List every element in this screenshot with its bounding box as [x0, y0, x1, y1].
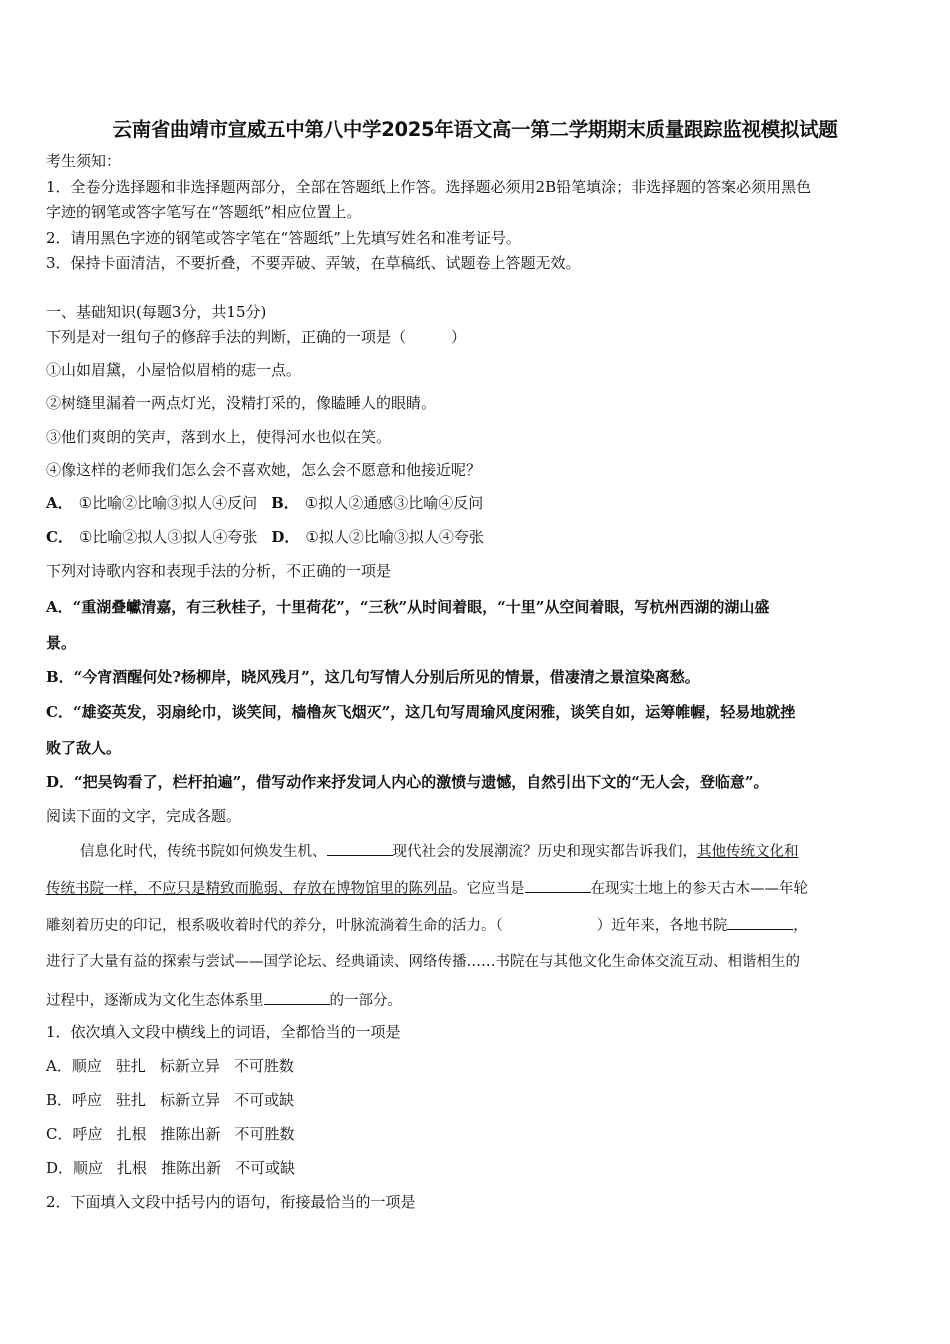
q1-option-c[interactable]	[46, 528, 257, 546]
option-label: D．	[271, 528, 300, 546]
passage-text: 的一部分。	[329, 993, 402, 1009]
word: 呼应	[72, 1091, 103, 1109]
q1-options-row-1	[46, 493, 483, 513]
underlined-sentence: 传统书院一样，不应只是精致而脆弱、存放在博物馆里的陈列品	[46, 881, 452, 897]
sub1-option-b[interactable]	[46, 1090, 294, 1110]
option-text: ①拟人②通感③比喻④反问	[304, 494, 484, 512]
passage-line-4: 进行了大量有益的探索与尝试——国学论坛、经典诵读、网络传播……书院在与其他文化生命体交流互动、相谐相生的	[46, 954, 800, 970]
section-heading: 一、基础知识(每题3分，共15分)	[46, 303, 267, 321]
option-text: ①比喻②比喻③拟人④反问	[78, 494, 258, 512]
option-label: D．	[46, 1159, 74, 1177]
word: 不可胜数	[233, 1057, 294, 1075]
passage-text: 过程中，逐渐成为文化生态体系里	[46, 993, 264, 1009]
sub2-stem: 2．下面填入文段中括号内的语句，衔接最恰当的一项是	[46, 1193, 416, 1211]
passage-text: 雕刻着历史的印记，根系吸收着时代的养分，叶脉流淌着生命的活力。（	[46, 918, 503, 934]
sub1-option-a[interactable]	[46, 1056, 294, 1076]
option-label: A．	[46, 1057, 72, 1075]
q1-option-d[interactable]	[271, 528, 483, 546]
option-text: ①拟人②比喻③拟人④夸张	[305, 528, 484, 546]
q2-option-c-cont: 败了敌人。	[46, 739, 122, 757]
word: 顺应	[71, 1057, 102, 1075]
option-label: B．	[46, 1091, 73, 1109]
q2-stem: 下列对诗歌内容和表现手法的分析，不正确的一项是	[46, 562, 392, 580]
notice-item-3: 3．保持卡面清洁，不要折叠，不要弄破、弄皱，在草稿纸、试题卷上答题无效。	[46, 254, 581, 272]
notice-item-2: 2．请用黑色字迹的钢笔或答字笔在“答题纸”上先填写姓名和准考证号。	[46, 229, 521, 247]
option-label: B．	[271, 494, 299, 512]
word: 标新立异	[160, 1091, 221, 1109]
passage-text: 现代社会的发展潮流？历史和现实都告诉我们，	[392, 844, 697, 860]
q1-sentence-3: ③他们爽朗的笑声，落到水上，使得河水也似在笑。	[46, 428, 392, 446]
q1-sentence-1: ①山如眉黛，小屋恰似眉梢的痣一点。	[46, 361, 302, 379]
word: 不可或缺	[235, 1159, 296, 1177]
notice-heading: 考生须知：	[46, 152, 122, 170]
page-title: 云南省曲靖市宣威五中第八中学2025年语文高一第二学期期末质量跟踪监视模拟试题	[112, 118, 838, 141]
word: 呼应	[72, 1125, 103, 1143]
blank-2[interactable]	[525, 877, 591, 893]
blank-4[interactable]	[264, 989, 330, 1005]
option-label: C．	[46, 528, 73, 546]
q2-option-d[interactable]: D．“把吴钩看了，栏杆拍遍”，借写动作来抒发词人内心的激愤与遗憾，自然引出下文的“无人会，登临意”。	[46, 773, 769, 791]
word: 推陈出新	[160, 1125, 221, 1143]
word: 驻扎	[115, 1057, 146, 1075]
sub1-stem: 1．依次填入文段中横线上的词语，全都恰当的一项是	[46, 1023, 401, 1041]
word: 扎根	[116, 1125, 147, 1143]
q1-stem: 下列是对一组句子的修辞手法的判断，正确的一项是（ ）	[46, 328, 467, 346]
q2-option-b[interactable]: B．“今宵酒醒何处?杨柳岸，晓风残月”，这几句写情人分别后所见的情景，借凄清之景渲染离愁。	[46, 668, 700, 686]
blank-1[interactable]	[327, 840, 393, 856]
sub1-option-d[interactable]	[46, 1158, 295, 1178]
blank-3[interactable]	[727, 914, 793, 930]
option-label: C．	[46, 1125, 73, 1143]
underlined-sentence: 其他传统文化和	[697, 844, 799, 860]
option-text: ①比喻②拟人③拟人④夸张	[78, 528, 258, 546]
passage-text: ）近年来，各地书院	[596, 918, 728, 934]
passage-line-3	[46, 914, 808, 936]
passage-text: 在现实土地上的参天古木——年轮	[590, 881, 808, 897]
notice-item-1: 1．全卷分选择题和非选择题两部分，全部在答题纸上作答。选择题必须用2B铅笔填涂；非选择题的答案必须用黑色	[46, 178, 812, 196]
word: 扎根	[117, 1159, 148, 1177]
word: 顺应	[73, 1159, 104, 1177]
q1-option-a[interactable]	[46, 494, 257, 512]
q2-option-a-cont: 景。	[46, 634, 77, 652]
sub1-option-c[interactable]	[46, 1124, 295, 1144]
word: 推陈出新	[161, 1159, 222, 1177]
passage-text: 。它应当是	[452, 881, 525, 897]
notice-item-1-cont: 字迹的钢笔或答字笔写在“答题纸”相应位置上。	[46, 203, 362, 221]
q1-options-row-2	[46, 527, 484, 547]
reading-intro: 阅读下面的文字，完成各题。	[46, 807, 242, 825]
word: 驻扎	[116, 1091, 147, 1109]
option-label: A．	[46, 494, 73, 512]
q1-sentence-4: ④像这样的老师我们怎么会不喜欢她，怎么会不愿意和他接近呢？	[46, 461, 482, 479]
q2-option-a[interactable]: A．“重湖叠巘清嘉，有三秋桂子，十里荷花”，“三秋”从时间着眼，“十里”从空间着眼，写杭州西湖的湖山盛	[46, 598, 770, 616]
q1-option-b[interactable]	[271, 494, 483, 512]
q1-sentence-2: ②树缝里漏着一两点灯光，没精打采的，像瞌睡人的眼睛。	[46, 394, 437, 412]
word: 不可胜数	[234, 1125, 295, 1143]
word: 标新立异	[159, 1057, 220, 1075]
q2-option-c[interactable]: C．“雄姿英发，羽扇纶巾，谈笑间，樯橹灰飞烟灭”，这几句写周瑜风度闲雅，谈笑自如，运筹帷幄，轻易地就挫	[46, 703, 796, 721]
passage-line-2	[46, 877, 808, 899]
passage-text: ，	[793, 918, 808, 934]
passage-line-1	[80, 840, 799, 862]
word: 不可或缺	[234, 1091, 295, 1109]
passage-text: 信息化时代，传统书院如何焕发生机、	[80, 844, 327, 860]
passage-line-5	[46, 989, 402, 1011]
